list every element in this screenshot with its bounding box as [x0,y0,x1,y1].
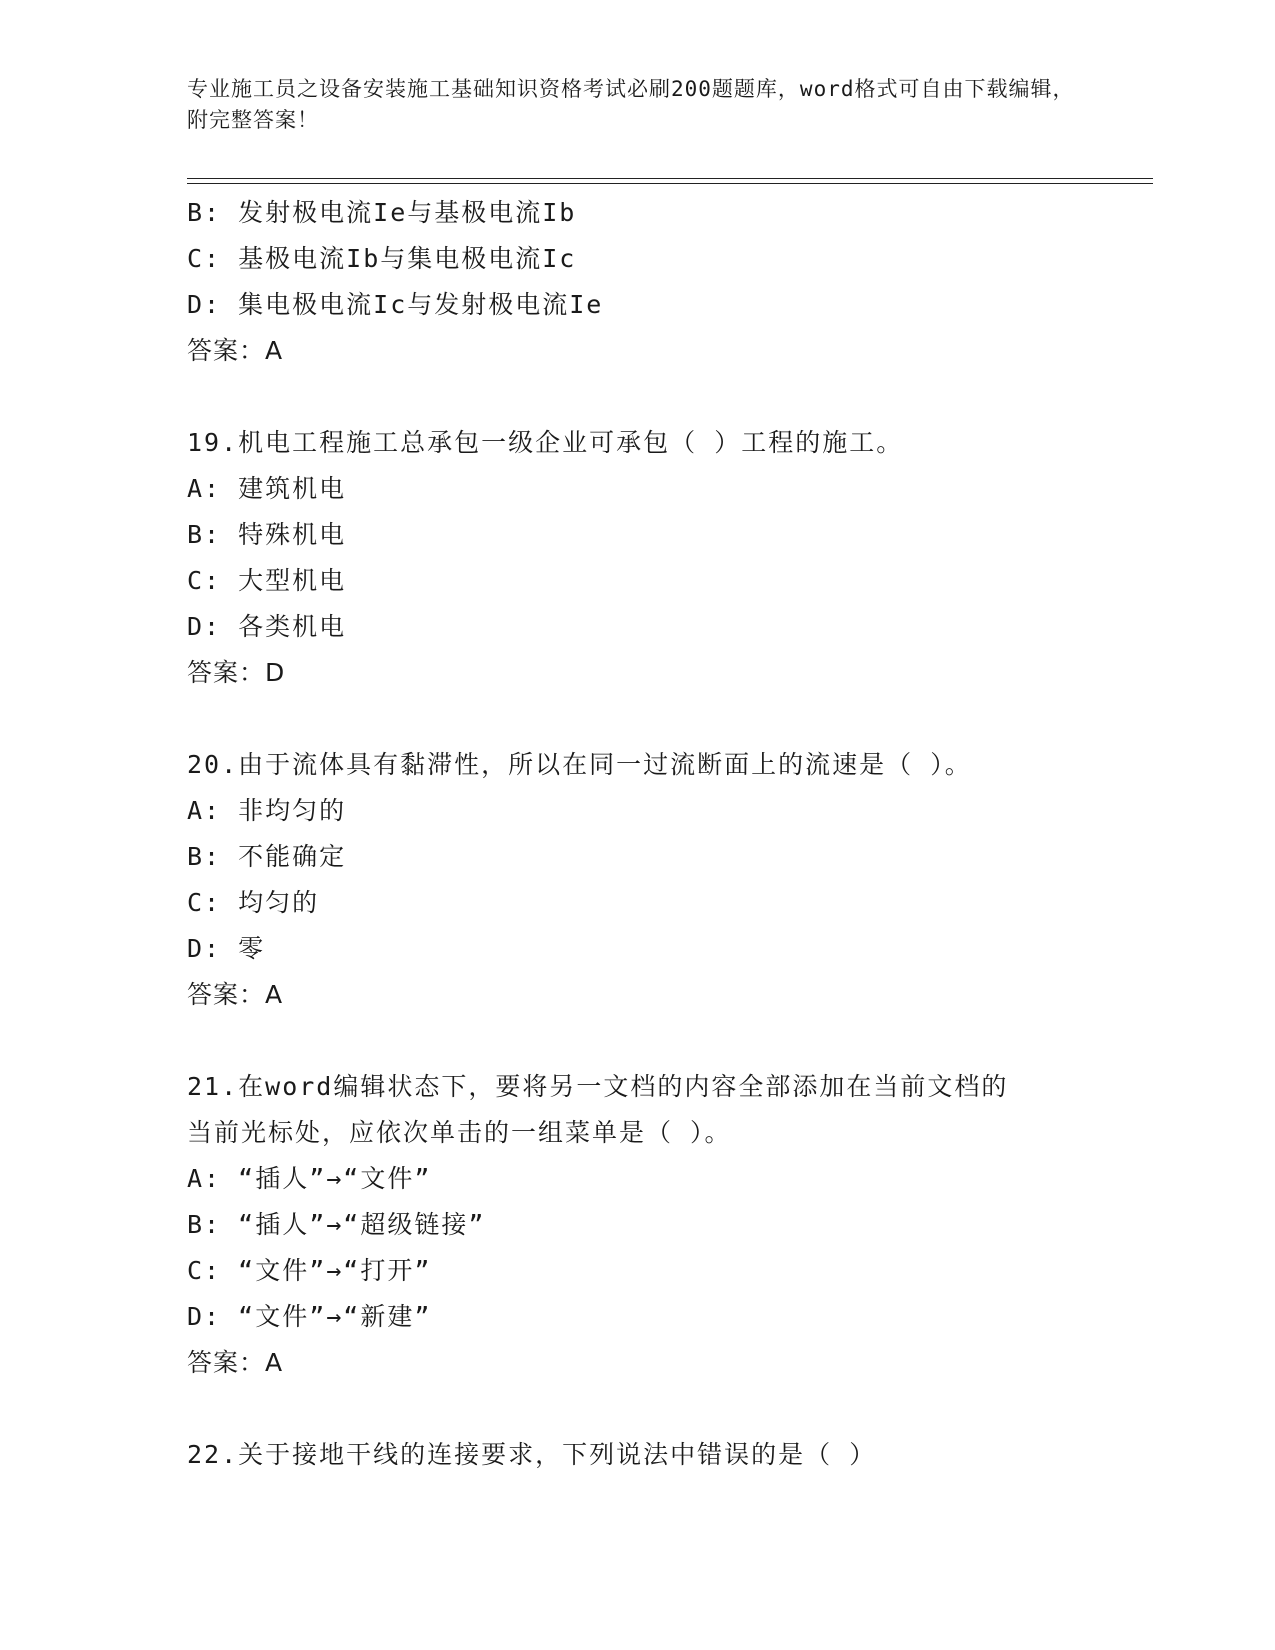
option-a: A: 非均匀的 [187,796,347,825]
option-d: D: 各类机电 [187,612,347,641]
option-c: C: “文件”→“打开” [187,1256,432,1285]
option-c: C: 大型机电 [187,566,347,595]
header-rule-top [187,178,1153,179]
document-header: 专业施工员之设备安装施工基础知识资格考试必刷200题题库，word格式可自由下载编辑，附完整答案！ [187,77,1075,132]
answer: 答案：A [187,336,284,365]
option-b: B: 不能确定 [187,842,347,871]
option-d: D: 零 [187,934,266,963]
option-b: B: 发射极电流Ie与基极电流Ib [187,198,577,227]
question-21-line2: 当前光标处，应依次单击的一组菜单是（ ）。 [187,1118,732,1147]
header-rule-bottom [187,183,1153,184]
answer: 答案：D [187,658,286,687]
option-a: A: “插人”→“文件” [187,1164,432,1193]
question-21-line1: 21.在word编辑状态下，要将另一文档的内容全部添加在当前文档的 [187,1072,1009,1101]
question-19: 19.机电工程施工总承包一级企业可承包（ ）工程的施工。 [187,428,904,457]
option-b: B: “插人”→“超级链接” [187,1210,486,1239]
option-c: C: 基极电流Ib与集电极电流Ic [187,244,577,273]
option-a: A: 建筑机电 [187,474,347,503]
question-22: 22.关于接地干线的连接要求，下列说法中错误的是（ ） [187,1440,877,1469]
answer: 答案：A [187,980,284,1009]
question-20: 20.由于流体具有黏滞性，所以在同一过流断面上的流速是（ ）。 [187,750,972,779]
option-c: C: 均匀的 [187,888,320,917]
option-b: B: 特殊机电 [187,520,347,549]
question-content [187,190,1147,1478]
option-d: D: 集电极电流Ic与发射极电流Ie [187,290,604,319]
answer: 答案：A [187,1348,284,1377]
option-d: D: “文件”→“新建” [187,1302,432,1331]
